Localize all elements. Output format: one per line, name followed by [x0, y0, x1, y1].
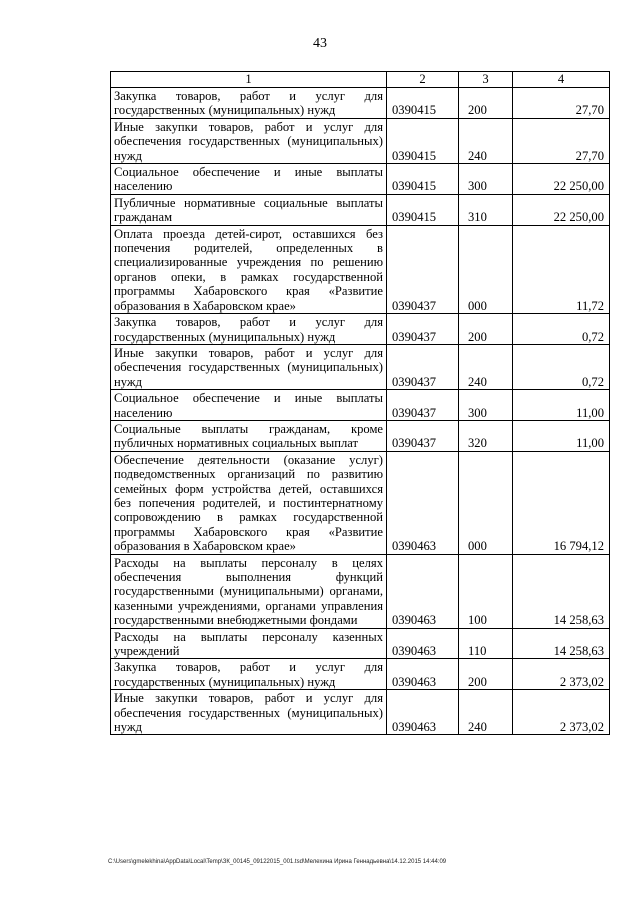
amount-cell: 11,00: [513, 420, 610, 451]
table-body: [111, 72, 610, 735]
expense-type-cell: 300: [459, 390, 513, 421]
table-row: [111, 451, 610, 554]
amount-cell: 2 373,02: [513, 690, 610, 735]
target-code-cell: 0390463: [387, 659, 459, 690]
expense-name-cell: Расходы на выплаты персоналу в целях обеспечения выполнения функций государственными (муниципальными) органами, казенными учреждениями, органами управления государственными внебюджетными фондами: [111, 554, 387, 628]
amount-cell: 14 258,63: [513, 628, 610, 659]
target-code-cell: 0390437: [387, 225, 459, 313]
expense-type-cell: 110: [459, 628, 513, 659]
table-row: [111, 390, 610, 421]
target-code-cell: 0390415: [387, 118, 459, 163]
expense-name-cell: Закупка товаров, работ и услуг для государственных (муниципальных) нужд: [111, 88, 387, 119]
table-row: [111, 344, 610, 389]
expense-name-cell: Закупка товаров, работ и услуг для государственных (муниципальных) нужд: [111, 659, 387, 690]
amount-cell: 27,70: [513, 118, 610, 163]
amount-cell: 0,72: [513, 344, 610, 389]
target-code-cell: 0390437: [387, 344, 459, 389]
expense-name-cell: Социальное обеспечение и иные выплаты населению: [111, 164, 387, 195]
expense-name-cell: Публичные нормативные социальные выплаты гражданам: [111, 194, 387, 225]
file-path-footer: C:\Users\gmelekhina\AppData\Local\Temp\ЗК_00145_09122015_001.tsd\Мелехина Ирина Геннадьевна\14.12.2015 14:44:09: [108, 859, 447, 865]
expense-type-cell: 300: [459, 164, 513, 195]
amount-cell: 2 373,02: [513, 659, 610, 690]
expense-type-cell: 320: [459, 420, 513, 451]
expense-type-cell: 200: [459, 314, 513, 345]
table-row: [111, 659, 610, 690]
table-row: [111, 554, 610, 628]
header-col-4: 4: [513, 72, 610, 88]
expense-type-cell: 310: [459, 194, 513, 225]
table-row: [111, 628, 610, 659]
amount-cell: 27,70: [513, 88, 610, 119]
table-row: [111, 690, 610, 735]
header-col-3: 3: [459, 72, 513, 88]
budget-table: [110, 71, 610, 735]
table-row: [111, 420, 610, 451]
header-col-2: 2: [387, 72, 459, 88]
header-col-1: 1: [111, 72, 387, 88]
target-code-cell: 0390437: [387, 420, 459, 451]
target-code-cell: 0390437: [387, 314, 459, 345]
table-row: [111, 194, 610, 225]
expense-type-cell: 000: [459, 225, 513, 313]
expense-type-cell: 240: [459, 118, 513, 163]
amount-cell: 22 250,00: [513, 194, 610, 225]
expense-name-cell: Социальное обеспечение и иные выплаты населению: [111, 390, 387, 421]
table-row: [111, 88, 610, 119]
expense-name-cell: Обеспечение деятельности (оказание услуг) подведомственных организаций по развитию семейных форм устройства детей, оставшихся без попечения родителей, и постинтернатному сопровождению в рамках государственной программы Хабаровского края «Развитие образования в Хабаровском крае»: [111, 451, 387, 554]
table-row: [111, 118, 610, 163]
expense-name-cell: Социальные выплаты гражданам, кроме публичных нормативных социальных выплат: [111, 420, 387, 451]
expense-type-cell: 240: [459, 690, 513, 735]
expense-name-cell: Иные закупки товаров, работ и услуг для обеспечения государственных (муниципальных) нужд: [111, 118, 387, 163]
target-code-cell: 0390415: [387, 164, 459, 195]
expense-type-cell: 240: [459, 344, 513, 389]
amount-cell: 16 794,12: [513, 451, 610, 554]
target-code-cell: 0390415: [387, 88, 459, 119]
expense-name-cell: Расходы на выплаты персоналу казенных учреждений: [111, 628, 387, 659]
expense-type-cell: 000: [459, 451, 513, 554]
amount-cell: 22 250,00: [513, 164, 610, 195]
target-code-cell: 0390463: [387, 628, 459, 659]
table-row: [111, 225, 610, 313]
expense-name-cell: Иные закупки товаров, работ и услуг для обеспечения государственных (муниципальных) нужд: [111, 690, 387, 735]
expense-type-cell: 200: [459, 88, 513, 119]
expense-type-cell: 100: [459, 554, 513, 628]
target-code-cell: 0390463: [387, 554, 459, 628]
target-code-cell: 0390463: [387, 451, 459, 554]
expense-name-cell: Закупка товаров, работ и услуг для государственных (муниципальных) нужд: [111, 314, 387, 345]
target-code-cell: 0390463: [387, 690, 459, 735]
amount-cell: 0,72: [513, 314, 610, 345]
target-code-cell: 0390415: [387, 194, 459, 225]
target-code-cell: 0390437: [387, 390, 459, 421]
amount-cell: 11,00: [513, 390, 610, 421]
table-row: [111, 164, 610, 195]
table-row: [111, 314, 610, 345]
page-number: 43: [313, 36, 327, 51]
amount-cell: 11,72: [513, 225, 610, 313]
amount-cell: 14 258,63: [513, 554, 610, 628]
table-header-row: [111, 72, 610, 88]
expense-name-cell: Оплата проезда детей-сирот, оставшихся без попечения родителей, определенных в специализированные учреждения по решению органов опеки, в рамках государственной программы Хабаровского края «Развитие образования в Хабаровском крае»: [111, 225, 387, 313]
expense-type-cell: 200: [459, 659, 513, 690]
expense-name-cell: Иные закупки товаров, работ и услуг для обеспечения государственных (муниципальных) нужд: [111, 344, 387, 389]
